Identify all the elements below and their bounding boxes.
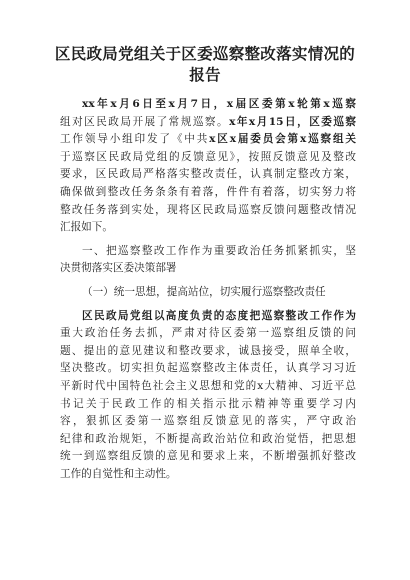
text-run: 区委巡察 (309, 115, 356, 128)
document-title (30, 43, 380, 85)
paragraph-line: 于巡察区民政局党组的反馈意见》，按照反馈意见及整改 (60, 150, 356, 163)
text-run: 组对区民政局开展了常规巡察。 (60, 115, 230, 128)
paragraph-line: 要求，区民政局严格落实整改责任，认真制定整改方案， (60, 168, 356, 181)
paragraph-line: 工作的自觉性和主动性。 (60, 467, 177, 480)
title-line-1: 区民政局党组关于区委巡察整改落实情况的 (54, 44, 356, 63)
paragraph-line (60, 114, 356, 132)
title-line-2: 报告 (189, 65, 221, 84)
paragraph-line: 重大政治任务去抓，严肃对待区委第一巡察组反馈的问 (60, 327, 356, 340)
intro-paragraph (60, 96, 356, 237)
heading-line: 一、把巡察整改工作作为重要政治任务抓紧抓实，坚 (82, 244, 356, 257)
paragraph-line: 题、提出的意见建议和整改要求，诚恳接受，照单全收， (60, 344, 356, 357)
paragraph-line: 区民政局党组以高度负责的态度把巡察整改工作作为 (82, 309, 356, 322)
paragraph-line (60, 96, 356, 114)
paragraph-line: 统一到巡察组反馈的意见和要求上来，不断增强抓好整改 (60, 450, 356, 463)
text-run: x区x届委员会第x巡察组关 (209, 133, 356, 146)
paragraph-line: 书记关于民政工作的相关指示批示精神等重要学习内 (60, 397, 356, 410)
paragraph-line: 纪律和政治规矩，不断提高政治站位和政治觉悟，把思想 (60, 432, 356, 445)
paragraph-line: 坚决整改。切实担负起巡察整改主体责任，认真学习习近 (60, 362, 356, 375)
paragraph-line (60, 131, 356, 149)
subsection-heading: （一）统一思想，提高站位，切实履行巡察整改责任 (82, 285, 326, 298)
paragraph-line: 容，狠抓区委第一巡察组反馈意见的落实，严守政治 (60, 415, 356, 428)
date-range: xx年x月6日至x月7日， (82, 98, 227, 110)
text-run: 工作领导小组印发了《中共 (60, 133, 210, 146)
section-heading-1 (60, 243, 356, 278)
body-paragraph (60, 308, 356, 484)
feedback-date: x年x月15日， (229, 115, 310, 128)
document-body (60, 96, 356, 483)
paragraph-line: 汇报如下。 (60, 221, 113, 234)
paragraph-line: 平新时代中国特色社会主义思想和党的x大精神、习近平总 (60, 379, 356, 392)
paragraph-line: 整改任务落到实处，现将区民政局巡察反馈问题整改情况 (60, 203, 356, 216)
inspection-round: x届区委第x轮第x巡察 (226, 98, 356, 110)
heading-line: 决贯彻落实区委决策部署 (60, 262, 177, 275)
paragraph-line: 确保做到整改任务条条有着落，件件有着落，切实努力将 (60, 185, 356, 198)
